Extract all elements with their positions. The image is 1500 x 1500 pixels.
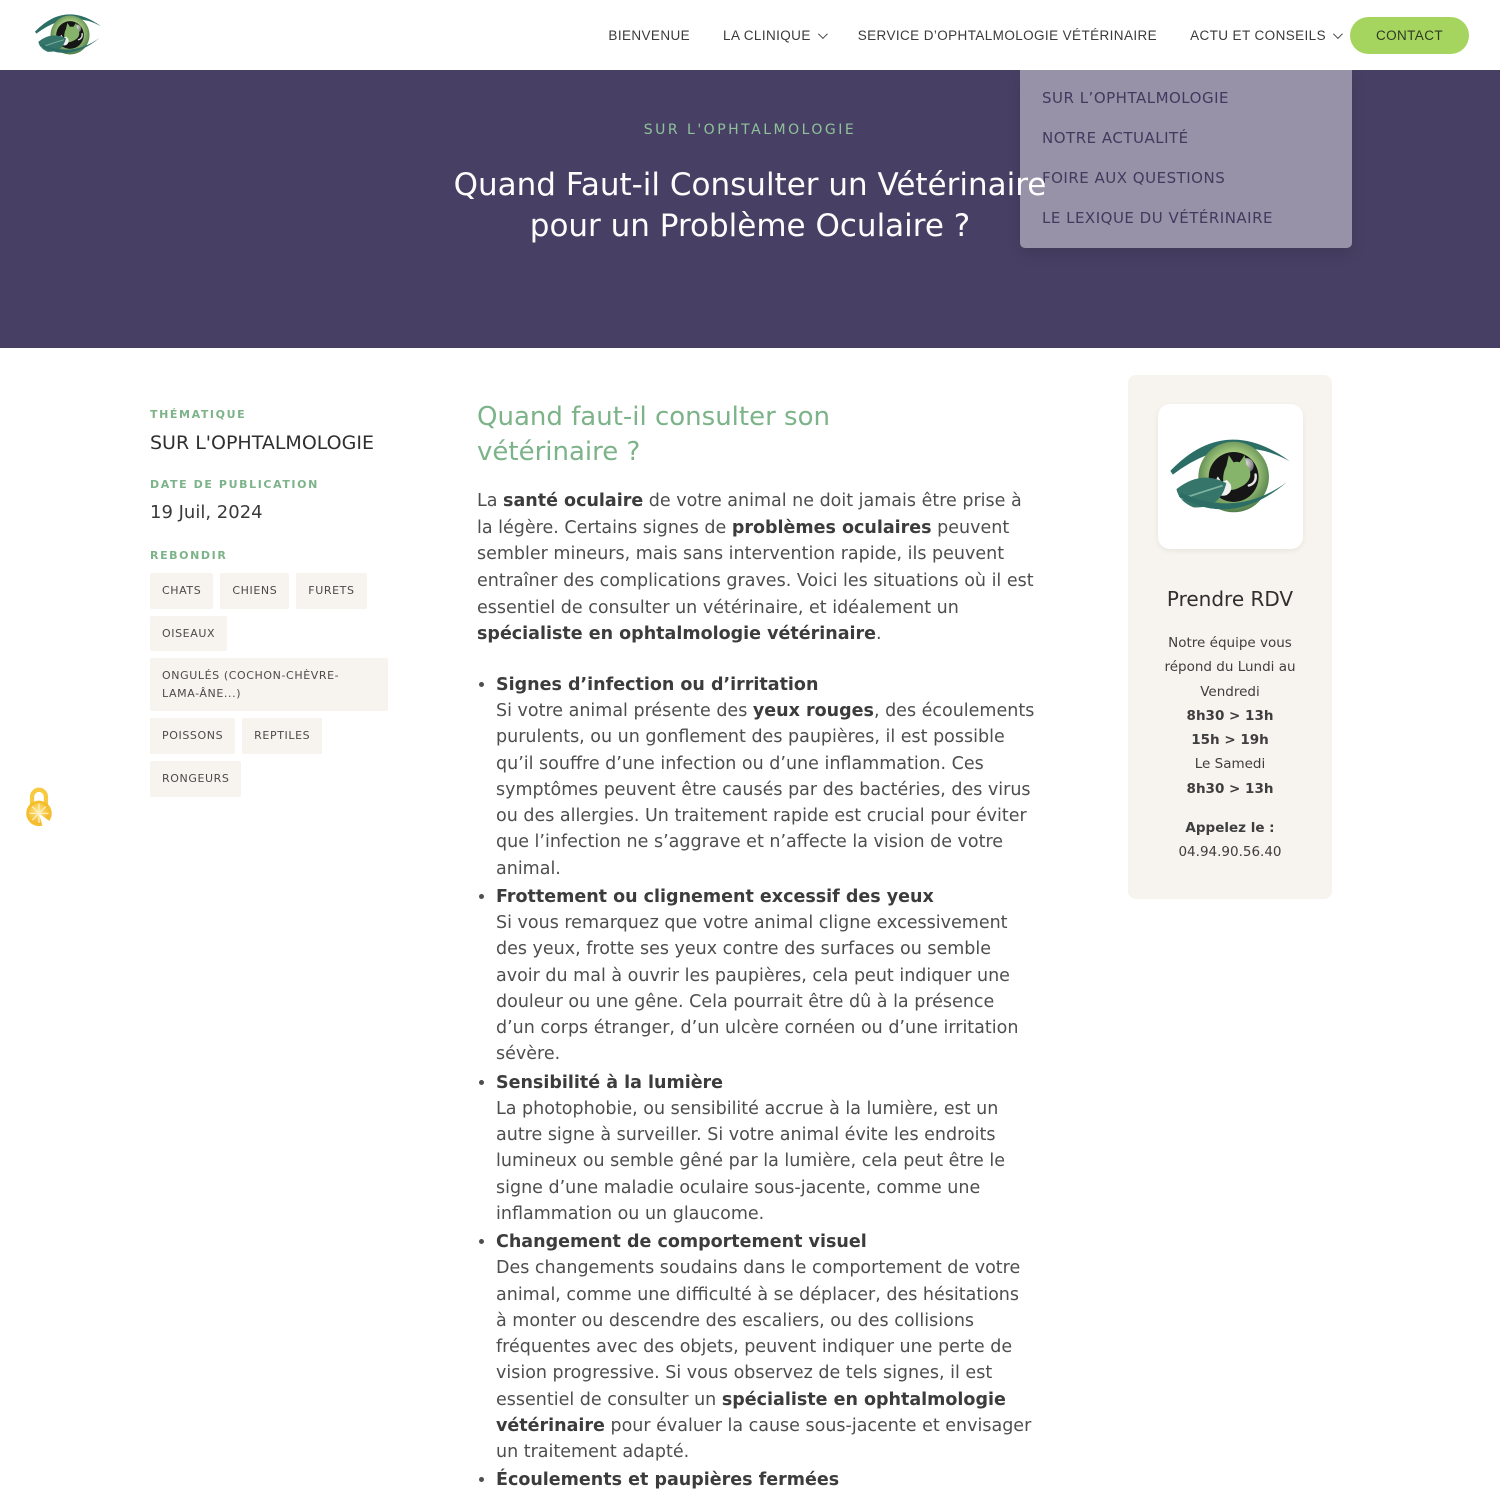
symptom-title: Frottement ou clignement excessif des yeux bbox=[496, 886, 934, 907]
hero-banner bbox=[0, 70, 1500, 348]
tag-chip[interactable]: POISSONS bbox=[150, 718, 235, 754]
actu-et-conseils-dropdown bbox=[1020, 70, 1352, 248]
rdv-line: Appelez le : bbox=[1185, 820, 1275, 837]
clinic-eye-logo[interactable] bbox=[28, 4, 108, 66]
rdv-title[interactable]: Prendre RDV bbox=[1166, 587, 1294, 611]
rdv-line: 8h30 > 13h bbox=[1186, 780, 1274, 797]
lock-icon-svg bbox=[22, 784, 56, 830]
clinic-eye-logo-svg bbox=[28, 4, 108, 66]
rdv-line: 8h30 > 13h bbox=[1186, 707, 1274, 724]
rdv-line: Notre équipe vous répond du Lundi au Vendredi bbox=[1164, 635, 1296, 700]
article-heading: Quand faut-il consulter son vétérinaire ? bbox=[477, 402, 830, 468]
text: La photophobie, ou sensibilité accrue à la lumière, est un autre signe à surveiller. Si votre animal évite les endroits lumineux ou semble gêné par la lumière, cela peut être le signe d’une maladie oculaire sous-jacente, comme une inflammation ou un glaucome. bbox=[496, 1098, 1006, 1224]
text: Des changements soudains dans le comportement de votre animal, comme une difficulté à se déplacer, des hésitations à monter ou descendre des escaliers, ou des collisions fréquentes avec des objets, peuvent indiquer une perte de vision progressive. Si vous observez de tels signes, il est essentiel de consulter un bbox=[496, 1258, 1021, 1410]
symptom-list bbox=[496, 672, 1035, 1494]
tag-chip[interactable]: CHATS bbox=[150, 573, 213, 609]
nav-item-actu-et-conseils[interactable] bbox=[1190, 28, 1340, 43]
symptom-item bbox=[496, 672, 1035, 882]
symptom-title: Écoulements et paupières fermées bbox=[496, 1470, 840, 1491]
rdv-card bbox=[1128, 375, 1332, 899]
page-title: Quand Faut-il Consulter un Vétérinaire pour un Problème Oculaire ? bbox=[453, 167, 1047, 245]
article-body bbox=[477, 400, 1035, 1496]
nav-item-service-d-ophtalmologie-v-t-rinaire[interactable] bbox=[858, 28, 1157, 43]
symptom-item bbox=[496, 1070, 1035, 1228]
article-intro bbox=[477, 488, 1035, 648]
thematique-value: SUR L'OPHTALMOLOGIE bbox=[150, 432, 374, 454]
text: de votre animal ne doit jamais être prise à la légère. Certains signes de bbox=[477, 491, 1022, 538]
clinic-eye-logo-svg bbox=[1169, 421, 1291, 533]
rdv-hours bbox=[1146, 631, 1314, 865]
symptom-title: Signes d’infection ou d’irritation bbox=[496, 674, 819, 695]
tag-chip[interactable]: ONGULÉS (COCHON-CHÈVRE-LAMA-ÂNE...) bbox=[150, 658, 388, 711]
article-meta bbox=[150, 408, 430, 797]
text: pour évaluer la cause sous-jacente et envisager un traitement adapté. bbox=[496, 1415, 1032, 1462]
rdv-line: 15h > 19h bbox=[1191, 732, 1269, 749]
emphasis-text: santé oculaire bbox=[503, 491, 644, 512]
nav-item-bienvenue[interactable] bbox=[608, 28, 690, 43]
symptom-item bbox=[496, 884, 1035, 1068]
emphasis-text: problèmes oculaires bbox=[731, 517, 932, 538]
text: Si votre animal présente des bbox=[496, 701, 753, 721]
text: peuvent sembler mineurs, mais sans intervention rapide, ils peuvent entraîner des complications graves. Voici les situations où il est essentiel de consulter un vétérinaire, et idéalement un bbox=[477, 517, 1034, 618]
hero-category-link[interactable]: SUR L'OPHTALMOLOGIE bbox=[643, 122, 857, 138]
tag-chip[interactable]: OISEAUX bbox=[150, 616, 227, 652]
thematique-label: THÉMATIQUE bbox=[150, 408, 247, 421]
nav-item-label: SERVICE D’OPHTALMOLOGIE VÉTÉRINAIRE bbox=[857, 27, 1158, 43]
nav-item-label: ACTU ET CONSEILS bbox=[1190, 27, 1326, 43]
tag-chip[interactable]: REPTILES bbox=[242, 718, 322, 754]
symptom-title: Sensibilité à la lumière bbox=[496, 1072, 724, 1093]
text: . bbox=[876, 624, 882, 645]
tag-chip[interactable]: FURETS bbox=[296, 573, 366, 609]
nav-item-label: LA CLINIQUE bbox=[723, 27, 811, 43]
tag-chip[interactable]: CHIENS bbox=[220, 573, 289, 609]
dropdown-item[interactable]: LE LEXIQUE DU VÉTÉRINAIRE bbox=[1042, 209, 1273, 227]
emphasis-text: spécialiste en ophtalmologie vétérinaire bbox=[477, 624, 877, 645]
phone-number[interactable]: 04.94.90.56.40 bbox=[1178, 844, 1282, 861]
chevron-down-icon bbox=[818, 29, 828, 39]
nav-item-label: BIENVENUE bbox=[608, 27, 691, 43]
date-publication-label: DATE DE PUBLICATION bbox=[150, 478, 319, 491]
clinic-eye-logo bbox=[1158, 404, 1303, 549]
text: La bbox=[477, 491, 504, 512]
rebondir-label: REBONDIR bbox=[150, 549, 228, 562]
dropdown-item[interactable]: NOTRE ACTUALITÉ bbox=[1042, 129, 1189, 147]
lock-icon[interactable] bbox=[22, 784, 56, 834]
emphasis-text: spécialiste en ophtalmologie vétérinaire bbox=[496, 1389, 1006, 1436]
nav-item-la-clinique[interactable] bbox=[723, 28, 825, 43]
symptom-item bbox=[496, 1229, 1035, 1465]
emphasis-text: yeux rouges bbox=[752, 701, 874, 721]
rdv-line: Le Samedi bbox=[1194, 756, 1266, 773]
text: , des écoulements purulents, ou un gonflement des paupières, il est possible qu’il souffre d’une infection ou d’une inflammation. Ces symptômes peuvent être causés par des bactéries, des virus ou des allergies. Un traitement rapide est crucial pour éviter que l’infection ne s’aggrave et n’affecte la vision de votre animal. bbox=[496, 701, 1035, 879]
dropdown-item[interactable]: SUR L’OPHTALMOLOGIE bbox=[1042, 89, 1229, 107]
symptom-title: Changement de comportement visuel bbox=[496, 1232, 867, 1252]
dropdown-item[interactable]: FOIRE AUX QUESTIONS bbox=[1042, 169, 1226, 187]
top-nav bbox=[0, 0, 1500, 70]
tag-list bbox=[150, 573, 412, 797]
chevron-down-icon bbox=[1333, 29, 1343, 39]
date-publication-value: 19 Juil, 2024 bbox=[150, 502, 263, 523]
symptom-item bbox=[496, 1467, 1035, 1493]
tag-chip[interactable]: RONGEURS bbox=[150, 761, 241, 797]
contact-button[interactable]: CONTACT bbox=[1350, 17, 1469, 54]
text: Si vous remarquez que votre animal cligne excessivement des yeux, frotte ses yeux contre des surfaces ou semble avoir du mal à ouvrir les paupières, cela peut indiquer une douleur ou une gêne. Cela pourrait être dû à la présence d’un corps étranger, d’un ulcère cornéen ou d’une irritation sévère. bbox=[496, 913, 1019, 1065]
nav-menu bbox=[608, 0, 1340, 70]
